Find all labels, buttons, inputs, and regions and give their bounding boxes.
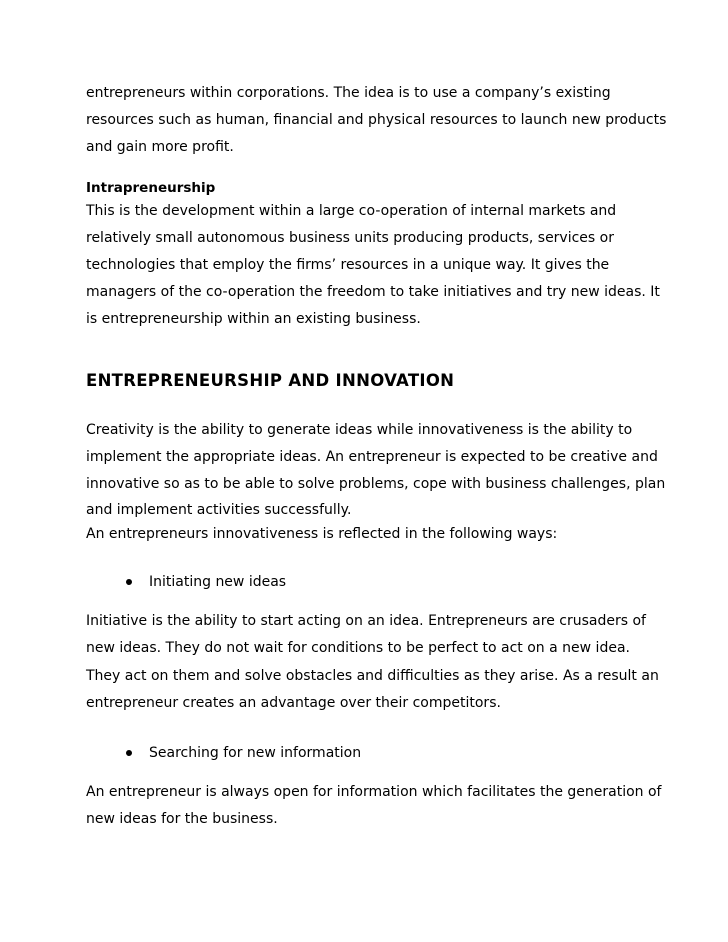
bullet-label: Initiating new ideas	[149, 574, 287, 591]
text-line: entrepreneur creates an advantage over their competitors.	[86, 694, 501, 711]
paragraph-information	[86, 779, 696, 833]
document-page	[86, 80, 696, 833]
text-line: and implement activities successfully.	[86, 502, 352, 519]
bullet-item-searching	[86, 741, 696, 765]
text-line: They act on them and solve obstacles and difficulties as they arise. As a result an	[86, 667, 659, 684]
text-line: implement the appropriate ideas. An entrepreneur is expected to be creative and	[86, 448, 658, 465]
paragraph-creativity	[86, 417, 696, 547]
paragraph-intrapreneurship	[86, 198, 696, 334]
text-line: entrepreneurs within corporations. The idea is to use a company’s existing	[86, 85, 611, 101]
bullet-item-initiating	[86, 570, 696, 594]
section-heading: ENTREPRENEURSHIP AND INNOVATION	[86, 370, 455, 390]
paragraph-initiative	[86, 608, 696, 717]
text-line: innovative so as to be able to solve problems, cope with business challenges, plan	[86, 476, 666, 493]
text-line: This is the development within a large co-operation of internal markets and	[86, 202, 617, 219]
text-line: relatively small autonomous business units producing products, services or	[86, 229, 614, 246]
text-line: resources such as human, financial and physical resources to launch new products	[86, 112, 667, 129]
text-line: new ideas for the business.	[86, 811, 278, 828]
paragraph-intro	[86, 80, 696, 162]
text-line: An entrepreneur is always open for information which facilitates the generation of	[86, 784, 662, 801]
text-line: Creativity is the ability to generate ideas while innovativeness is the ability to	[86, 421, 633, 438]
text-line: is entrepreneurship within an existing business.	[86, 311, 421, 328]
bullet-icon	[126, 750, 132, 756]
subheading-intrapreneurship: Intrapreneurship	[86, 179, 216, 196]
text-line: and gain more profit.	[86, 139, 234, 156]
bullet-icon	[126, 579, 132, 585]
text-line: technologies that employ the firms’ resources in a unique way. It gives the	[86, 257, 610, 274]
text-line: managers of the co-operation the freedom to take initiatives and try new ideas. It	[86, 284, 660, 301]
text-line: An entrepreneurs innovativeness is reflected in the following ways:	[86, 526, 558, 543]
text-line: Initiative is the ability to start acting on an idea. Entrepreneurs are crusaders of	[86, 613, 646, 630]
text-line: new ideas. They do not wait for conditions to be perfect to act on a new idea.	[86, 640, 630, 657]
bullet-label: Searching for new information	[149, 745, 362, 762]
